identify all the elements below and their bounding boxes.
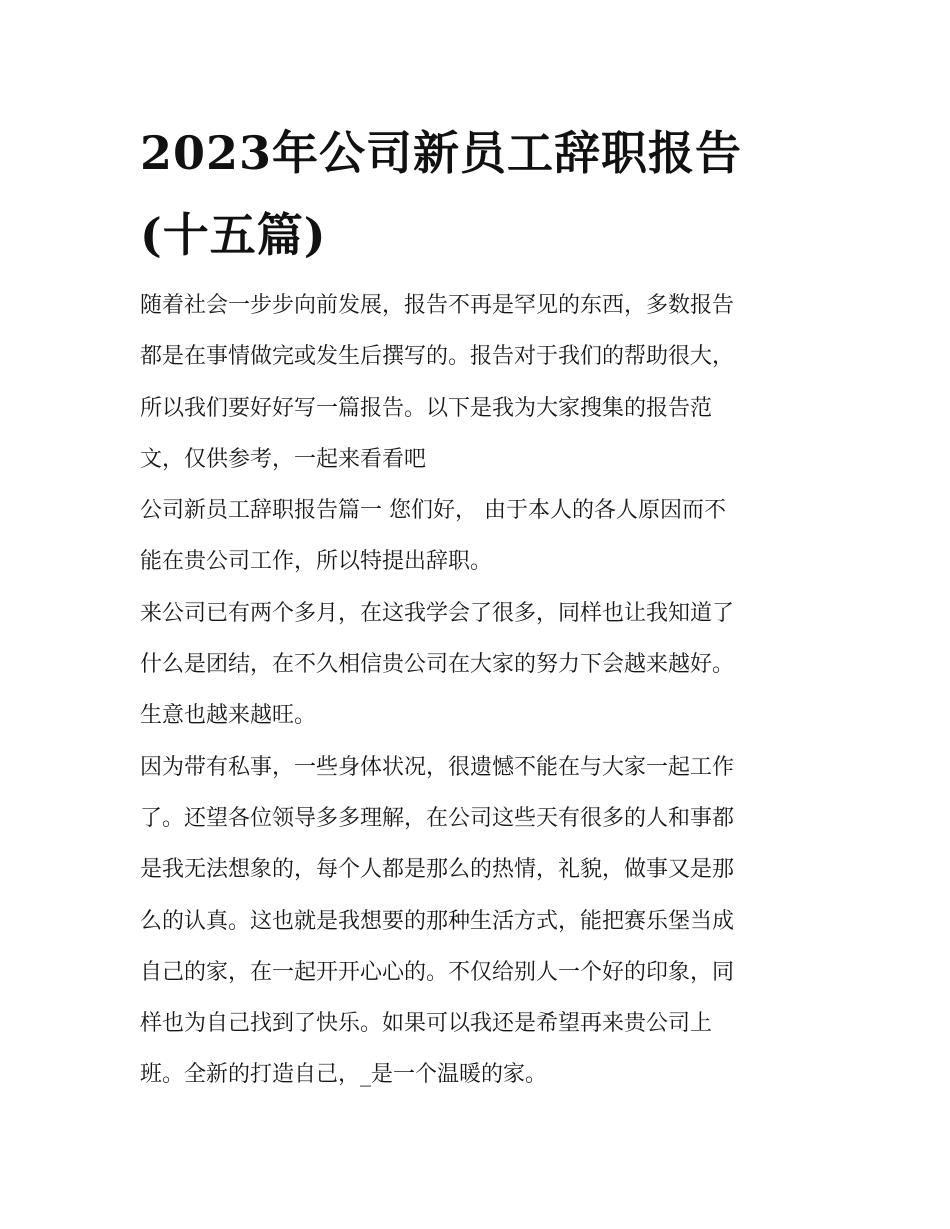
document-body: [140, 280, 830, 1101]
body-line: 能在贵公司工作，所以特提出辞职。: [140, 549, 493, 575]
body-line: 随着社会一步步向前发展，报告不再是罕见的东西，多数报告: [140, 293, 735, 318]
body-line: 自己的家，在一起开开心心的。不仅给别人一个好的印象，同: [140, 959, 735, 985]
body-line: 班。全新的打造自己，_是一个温暖的家。: [140, 1062, 548, 1088]
body-line: 公司新员工辞职报告篇一 您们好， 由于本人的各人原因而不: [140, 498, 726, 524]
body-line: 样也为自己找到了快乐。如果可以我还是希望再来贵公司上: [140, 1011, 713, 1037]
body-line: 来公司已有两个多月，在这我学会了很多，同样也让我知道了: [140, 600, 735, 626]
body-line: 什么是团结，在不久相信贵公司在大家的努力下会越来越好。: [140, 652, 735, 678]
body-line: 因为带有私事，一些身体状况，很遗憾不能在与大家一起工作: [140, 754, 735, 780]
body-line: 生意也越来越旺。: [140, 703, 317, 729]
body-line: 都是在事情做完或发生后撰写的。报告对于我们的帮助很大，: [140, 344, 735, 370]
document-title: [140, 112, 820, 276]
title-line-1: 2023年公司新员工辞职报告: [140, 126, 743, 180]
body-line: 是我无法想象的，每个人都是那么的热情，礼貌，做事又是那: [140, 857, 735, 883]
body-line: 么的认真。这也就是我想要的那种生活方式，能把赛乐堡当成: [140, 908, 735, 934]
title-line-2: (十五篇): [140, 208, 327, 262]
body-line: 了。还望各位领导多多理解，在公司这些天有很多的人和事都: [140, 805, 735, 831]
body-line: 所以我们要好好写一篇报告。以下是我为大家搜集的报告范: [140, 395, 713, 421]
body-line: 文，仅供参考，一起来看看吧: [140, 446, 427, 472]
